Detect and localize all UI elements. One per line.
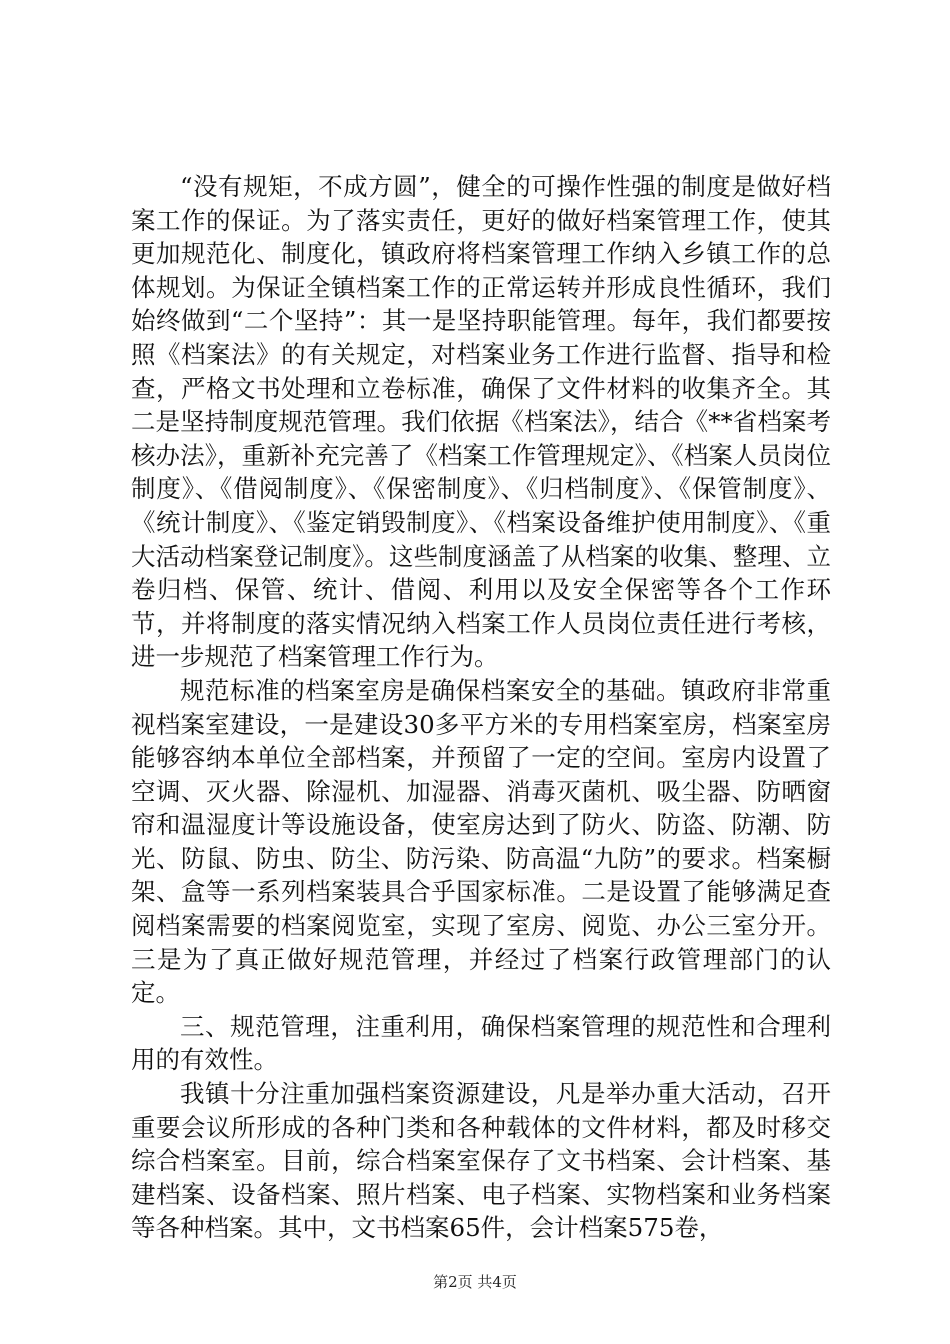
section-heading-three: 三、规范管理，注重利用，确保档案管理的规范性和合理利用的有效性。: [131, 1011, 831, 1075]
paragraph-archive-resources: 我镇十分注重加强档案资源建设，凡是举办重大活动，召开重要会议所形成的各种门类和各种载体的文件材料，都及时移交综合档案室。目前，综合档案室保存了文书档案、会计档案、基建档案、设备档案、照片档案、电子档案、实物档案和业务档案等各种档案。其中，文书档案65件，会计档案575卷，: [131, 1079, 831, 1243]
document-body: [131, 170, 831, 1245]
paragraph-archive-room: 规范标准的档案室房是确保档案安全的基础。镇政府非常重视档案室建设，一是建设30多平方米的专用档案室房，档案室房能够容纳本单位全部档案，并预留了一定的空间。室房内设置了空调、灭火器、除湿机、加湿器、消毒灭菌机、吸尘器、防晒窗帘和温湿度计等设施设备，使室房达到了防火、防盗、防潮、防光、防鼠、防虫、防尘、防污染、防高温“九防”的要求。档案橱架、盒等一系列档案装具合乎国家标准。二是设置了能够满足查阅档案需要的档案阅览室，实现了室房、阅览、办公三室分开。三是为了真正做好规范管理，并经过了档案行政管理部门的认定。: [131, 675, 831, 1008]
paragraph-rules-system: “没有规矩，不成方圆”，健全的可操作性强的制度是做好档案工作的保证。为了落实责任，更好的做好档案管理工作，使其更加规范化、制度化，镇政府将档案管理工作纳入乡镇工作的总体规划。为保证全镇档案工作的正常运转并形成良性循环，我们始终做到“二个坚持”：其一是坚持职能管理。每年，我们都要按照《档案法》的有关规定，对档案业务工作进行监督、指导和检查，严格文书处理和立卷标准，确保了文件材料的收集齐全。其二是坚持制度规范管理。我们依据《档案法》，结合《**省档案考核办法》，重新补充完善了《档案工作管理规定》、《档案人员岗位制度》、《借阅制度》、《保密制度》、《归档制度》、《保管制度》、《统计制度》、《鉴定销毁制度》、《档案设备维护使用制度》、《重大活动档案登记制度》。这些制度涵盖了从档案的收集、整理、立卷归档、保管、统计、借阅、利用以及安全保密等各个工作环节，并将制度的落实情况纳入档案工作人员岗位责任进行考核，进一步规范了档案管理工作行为。: [131, 172, 831, 672]
page-number-footer: 第2页 共4页: [433, 1273, 517, 1291]
